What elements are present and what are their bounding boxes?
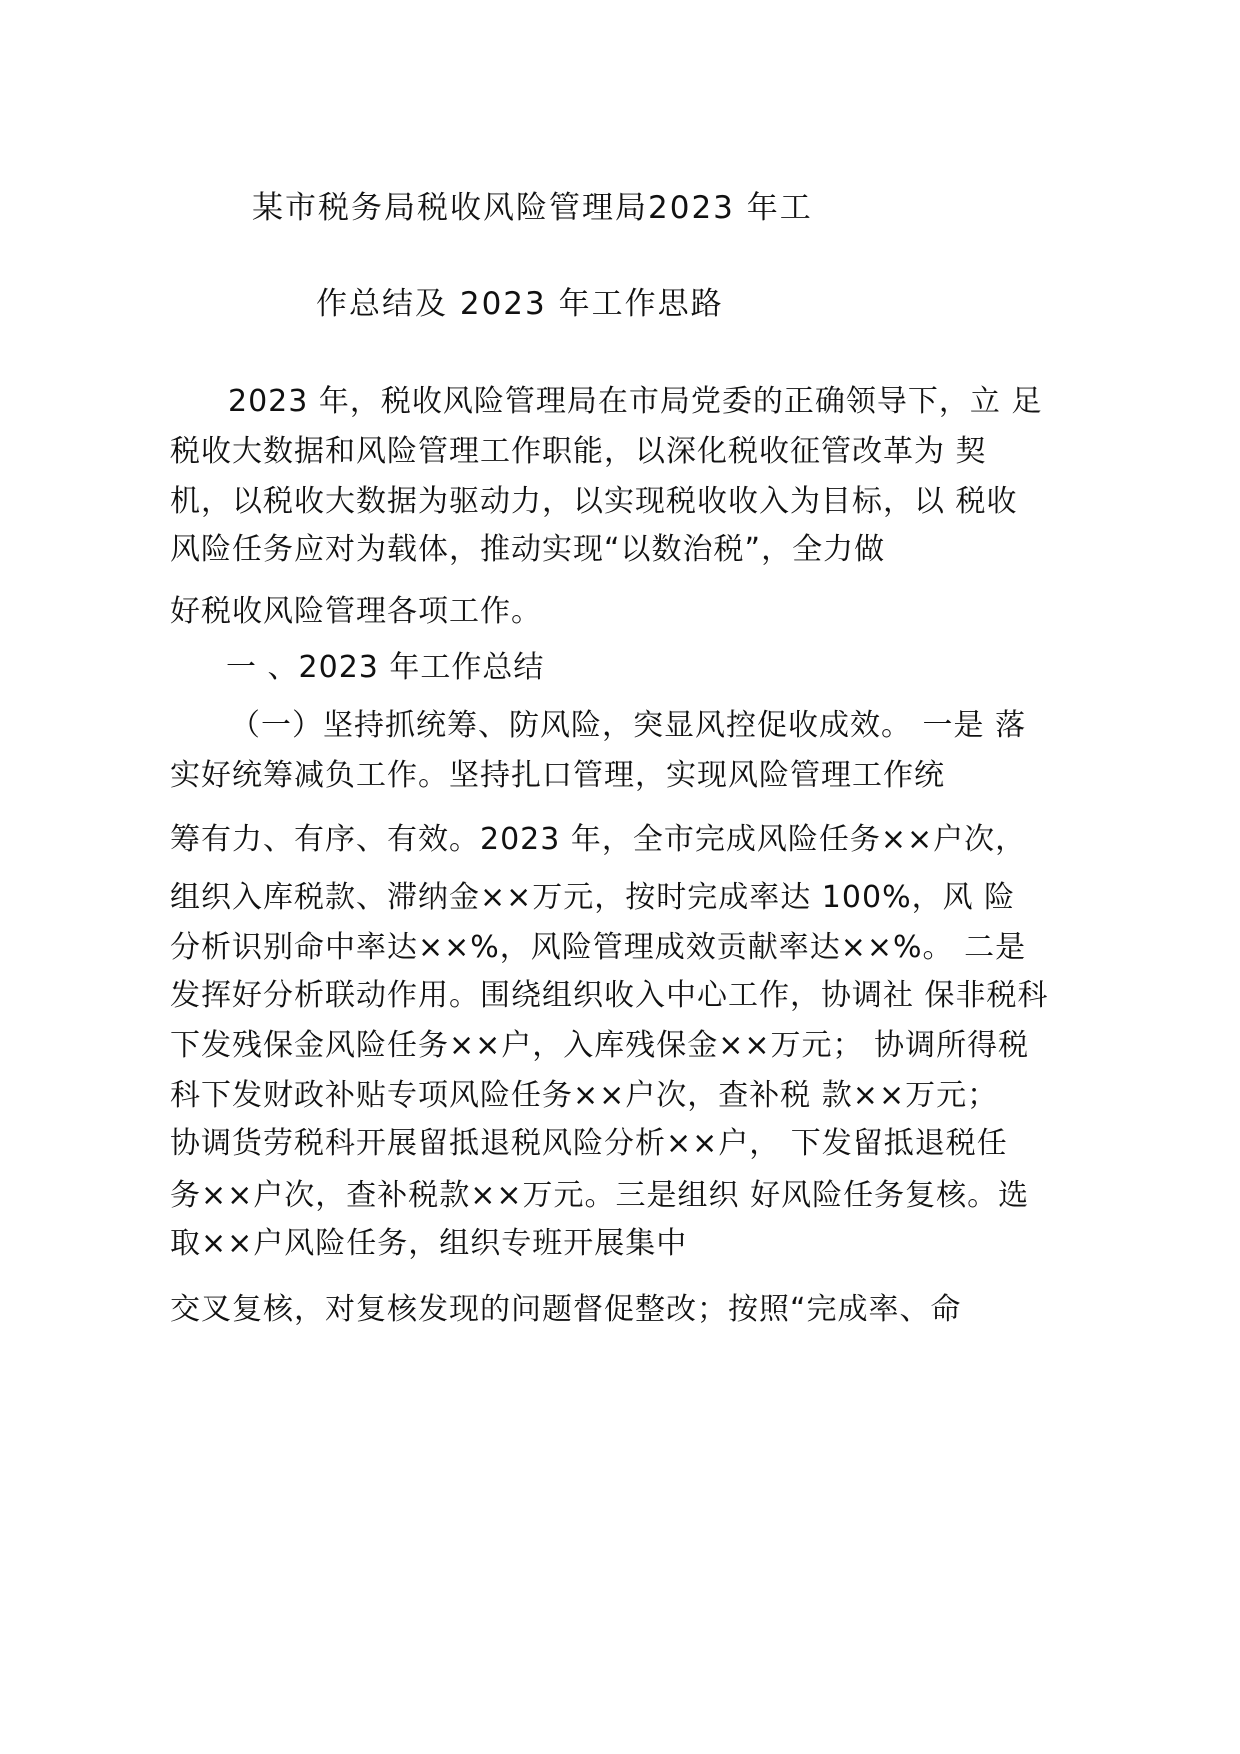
intro-line-1: 2023 年，税收风险管理局在市局党委的正确领导下，立 足 (228, 384, 1043, 419)
intro-line-5: 好税收风险管理各项工作。 (170, 594, 542, 629)
intro-line-2: 税收大数据和风险管理工作职能，以深化税收征管改革为 契 (170, 434, 987, 469)
body-line-5: 分析识别命中率达××%，风险管理成效贡献率达××%。 二是 (170, 930, 1027, 965)
intro-line-3: 机，以税收大数据为驱动力，以实现税收收入为目标，以 税收 (170, 484, 1018, 519)
document-title-line-1: 某市税务局税收风险管理局2023 年工 (252, 190, 813, 226)
document-title-line-2: 作总结及 2023 年工作思路 (316, 286, 724, 322)
body-line-9: 协调货劳税科开展留抵退税风险分析××户， 下发留抵退税任 (170, 1126, 1008, 1161)
body-line-11: 取××户风险任务，组织专班开展集中 (170, 1226, 688, 1261)
section-heading: 一 、2023 年工作总结 (226, 650, 545, 685)
body-line-1: （一）坚持抓统筹、防风险，突显风控促收成效。 一是 落 (230, 708, 1027, 743)
body-line-10: 务××户次，查补税款××万元。三是组织 好风险任务复核。选 (170, 1178, 1030, 1213)
body-line-8: 科下发财政补贴专项风险任务××户次，查补税 款××万元； (170, 1078, 999, 1113)
body-line-4: 组织入库税款、滞纳金××万元，按时完成率达 100%，风 险 (170, 880, 1016, 915)
body-line-3: 筹有力、有序、有效。2023 年，全市完成风险任务××户次， (170, 822, 1027, 857)
body-line-12: 交叉复核，对复核发现的问题督促整改；按照“完成率、命 (170, 1292, 962, 1327)
body-line-6: 发挥好分析联动作用。围绕组织收入中心工作，协调社 保非税科 (170, 978, 1049, 1013)
intro-line-4: 风险任务应对为载体，推动实现“以数治税”，全力做 (170, 532, 886, 567)
body-line-7: 下发残保金风险任务××户，入库残保金××万元； 协调所得税 (170, 1028, 1030, 1063)
body-line-2: 实好统筹减负工作。坚持扎口管理，实现风险管理工作统 (170, 758, 945, 793)
